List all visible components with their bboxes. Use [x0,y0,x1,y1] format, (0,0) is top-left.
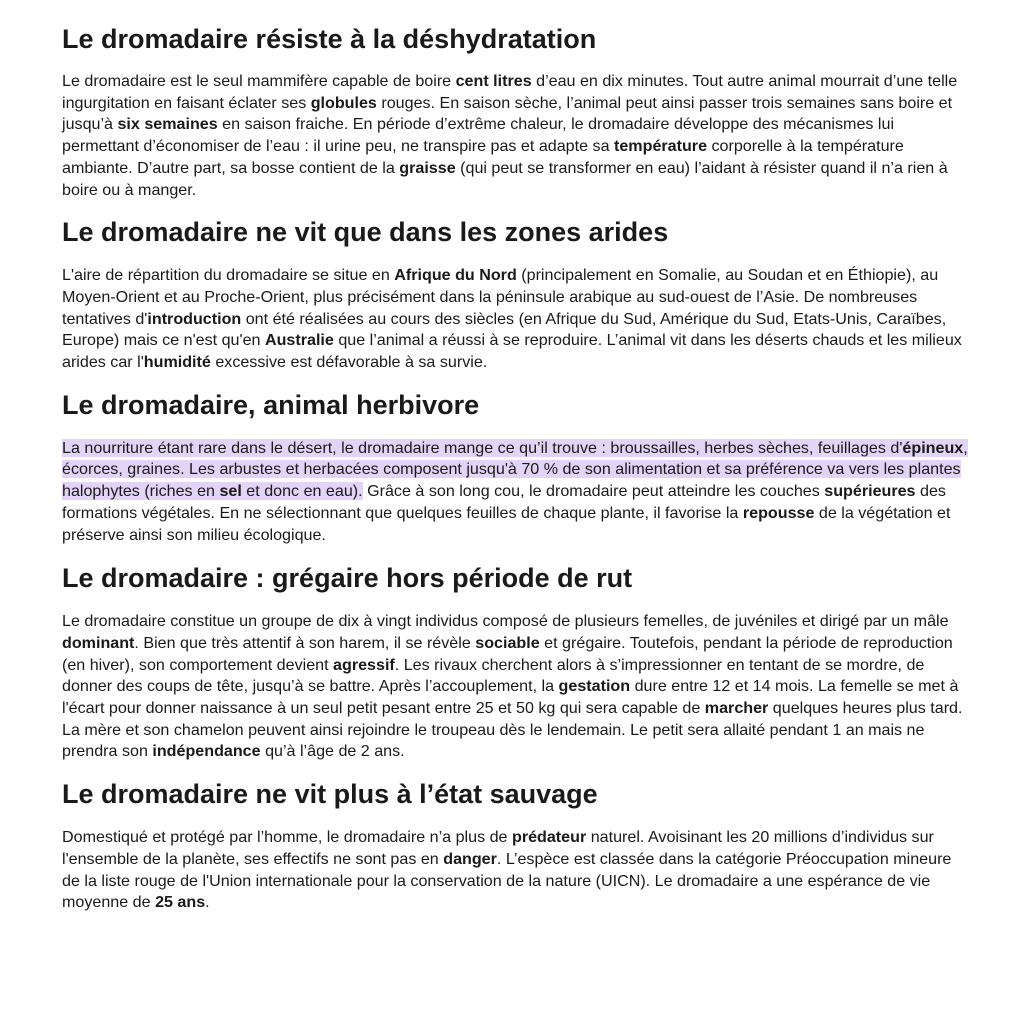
text-run: en saison fraiche. En période d’extrême chaleur, le dromadaire développe des mécanismes lui permettant d’économiser de l’eau : il urine peu, ne transpire pas et adapte sa [62,115,895,156]
bold-term: indépendance [152,742,261,761]
section-paragraph [62,611,972,763]
bold-term: globules [310,93,377,112]
text-run: (qui peut se transformer en eau) l’aidant à résister quand il n’a rien à boire ou à manger. [62,158,948,199]
bold-term: 25 ans [155,893,206,912]
bold-term: introduction [147,309,242,328]
bold-term: supérieures [824,482,916,501]
bold-term: sel [219,482,242,501]
section-paragraph [62,438,972,547]
text-run: Le dromadaire constitue un groupe de dix à vingt individus composé de plusieurs femelles, de juvéniles et dirigé par un mâle [62,612,949,631]
bold-term: cent litres [455,72,532,90]
section-paragraph [62,265,972,374]
text-run: Le dromadaire est le seul mammifère capable de boire [62,72,456,90]
bold-term: six semaines [117,115,218,134]
bold-term: humidité [143,353,211,372]
section-heading: Le dromadaire résiste à la déshydratation [62,24,597,54]
text-run: corporelle à la température ambiante. D’autre part, sa bosse contient de la [62,137,904,177]
section-paragraph [62,827,972,914]
text-run: Domestiqué et protégé par l’homme, le dromadaire n’a plus de [62,828,512,847]
section-heading: Le dromadaire : grégaire hors période de rut [62,563,633,594]
bold-term: Australie [264,331,334,350]
highlighted-text: et donc en eau). [241,482,363,501]
section-heading: Le dromadaire ne vit que dans les zones arides [62,217,669,248]
text-run: que l’animal a réussi à se reproduire. L’animal vit dans les déserts chauds et les milieux arides car l' [62,331,962,372]
bold-term: Afrique du Nord [394,266,517,285]
bold-term: dominant [62,633,135,652]
bold-term: épineux [902,438,964,457]
bold-term: repousse [742,503,815,522]
text-run: des formations végétales. En ne sélectionnant que quelques feuilles de chaque plante, il favorise la [62,482,946,522]
text-run: L'aire de répartition du dromadaire se situe en [62,266,395,285]
bold-term: marcher [704,699,769,718]
text-run: . L’espèce est classée dans la catégorie Préoccupation mineure de la liste rouge de l'Union internationale pour la conservation de la nature (UICN). Le dromadaire a une espérance de vie moyenne de [62,849,952,912]
text-run: de la végétation et préserve ainsi son milieu écologique. [62,503,951,544]
text-run: quelques heures plus tard. La mère et son chamelon peuvent ainsi rejoindre le troupeau dès le lendemain. Le petit sera allaité pendant 1 an mais ne prendra son [62,699,963,761]
text-run: rouges. En saison sèche, l’animal peut ainsi passer trois semaines sans boire et jusqu’à [62,93,953,134]
text-run: (principalement en Somalie, au Soudan et en Éthiopie), au Moyen-Orient et au Proche-Orient, plus précisément dans la péninsule arabique au sud-ouest de l’Asie. De nombreuses tentatives d' [62,266,939,328]
text-run: dure entre 12 et 14 mois. La femelle se met à l'écart pour donner naissance à un seul petit pesant entre 25 et 50 kg qui sera capable de [62,677,959,718]
text-run: Grâce à son long cou, le dromadaire peut atteindre les couches [362,482,825,501]
section-deshydratation [62,20,972,201]
section-zones-arides [62,213,972,374]
highlighted-text: , écorces, graines. Les arbustes et herbacées composent jusqu'à 70 % de son alimentation et sa préférence va vers les plantes halophytes (riches en [62,438,968,501]
bold-term: gestation [558,677,631,696]
bold-term: sociable [475,633,540,652]
section-gregaire [62,559,972,763]
section-herbivore [62,386,972,547]
text-run: . Les rivaux cherchent alors à s’impressionner en tentant de se mordre, de donner des coups de tête, jusqu’à se battre. Après l’accouplement, la [62,655,925,696]
bold-term: agressif [333,655,395,674]
section-etat-sauvage [62,775,972,914]
highlighted-text: La nourriture étant rare dans le désert, le dromadaire mange ce qu’il trouve : broussailles, herbes sèches, feuillages d' [62,438,903,457]
text-run: excessive est défavorable à sa survie. [210,353,488,372]
text-run: . Bien que très attentif à son harem, il se révèle [134,633,476,652]
text-run: . [205,893,210,912]
bold-term: prédateur [511,828,587,847]
text-run: qu’à l’âge de 2 ans. [260,742,405,761]
section-paragraph [62,71,972,201]
text-run: naturel. Avoisinant les 20 millions d’individus sur l'ensemble de la planète, ses effectifs ne sont pas en [62,828,934,868]
text-run: ont été réalisées au cours des siècles (en Afrique du Sud, Amérique du Sud, Etats-Unis, Caraïbes, Europe) mais ce n'est qu'en [62,309,947,350]
bold-term: température [614,137,708,156]
section-heading: Le dromadaire, animal herbivore [62,389,480,420]
text-run: d’eau en dix minutes. Tout autre animal mourrait d’une telle ingurgitation en faisant éclater ses [62,72,958,112]
text-run: et grégaire. Toutefois, pendant la période de reproduction (en hiver), son comportement devient [62,633,953,674]
bold-term: graisse [399,158,456,177]
section-heading: Le dromadaire ne vit plus à l’état sauvage [62,779,598,810]
bold-term: danger [443,849,497,868]
